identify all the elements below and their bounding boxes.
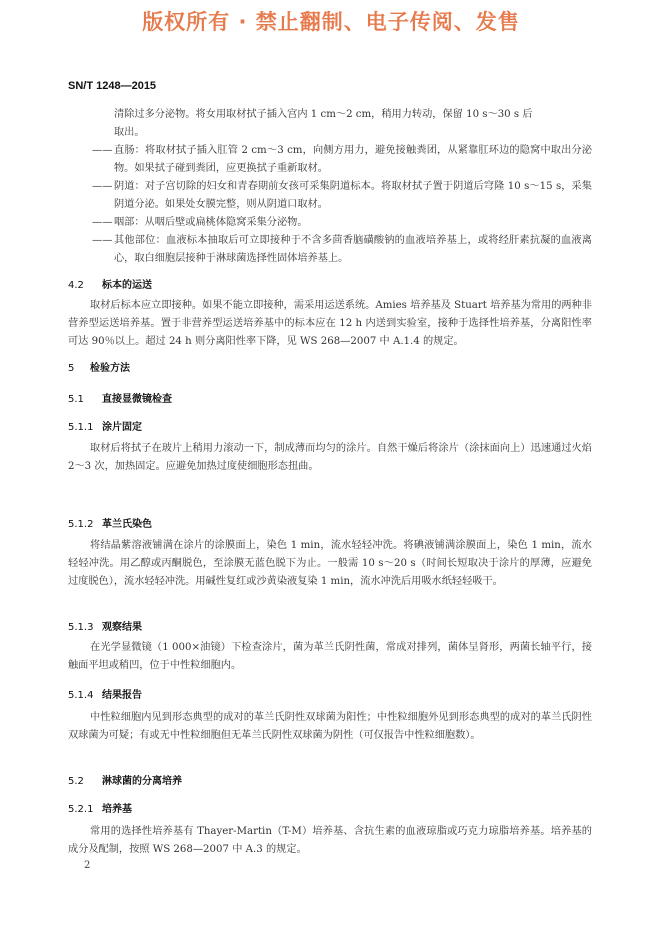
section-number: 5.1.4 <box>68 690 94 701</box>
page-number: 2 <box>84 860 91 871</box>
paragraph-5-1-4: 中性粒细胞内见到形态典型的成对的革兰氏阴性双球菌为阳性；中性粒细胞外见到形态典型的成对的革兰氏阴性双球菌为可疑；有或无中性粒细胞但无革兰氏阴性双球菌为阴性（可仅报告中性粒细胞数）。 <box>68 712 592 742</box>
dash-mark: —— <box>92 217 113 228</box>
section-heading-5-2 <box>68 772 182 787</box>
dash-mark: —— <box>92 181 113 192</box>
section-heading-5 <box>68 359 130 374</box>
paragraph-5-2-1: 常用的选择性培养基有 Thayer-Martin（T-M）培养基、含抗生素的血液琼脂或巧克力琼脂培养基。培养基的成分及配制，按照 WS 268—2007 中 A.3 的规定。 <box>68 826 592 856</box>
copyright-watermark: 版权所有 · 禁止翻制、电子传阅、发售 <box>142 10 520 34</box>
section-number: 5.2 <box>68 776 84 787</box>
list-item-vagina <box>92 178 592 214</box>
dash-mark: —— <box>92 235 113 246</box>
continuation-line-1: 清除过多分泌物。将女用取材拭子插入宫内 1 cm～2 cm，稍用力转动，保留 10 s～30 s 后 <box>114 109 533 120</box>
section-title: 结果报告 <box>102 690 142 701</box>
section-heading-5-1-1 <box>68 418 142 433</box>
standard-code-header: SN/T 1248—2015 <box>68 80 157 92</box>
list-item-text: 直肠：将取材拭子插入肛管 2 cm～3 cm，向侧方用力，避免接触粪团，从紧靠肛环边的隐窝中取出分泌物。如果拭子碰到粪团，应更换拭子重新取材。 <box>114 145 592 175</box>
paragraph-5-1-3: 在光学显微镜（1 000×油镜）下检查涂片，菌为革兰氏阴性菌，常成对排列，菌体呈肾形，两菌长轴平行，接触面平坦或稍凹，位于中性粒细胞内。 <box>68 642 592 672</box>
section-heading-5-1-2 <box>68 515 152 530</box>
section-title: 直接显微镜检查 <box>102 394 172 405</box>
paragraph-5-1-1: 取材后将拭子在玻片上稍用力滚动一下，制成薄而均匀的涂片。自然干燥后将涂片（涂抹面向上）迅速通过火焰 2～3 次，加热固定。应避免加热过度使细胞形态扭曲。 <box>68 443 592 473</box>
section-number: 5.1 <box>68 394 84 405</box>
section-title: 培养基 <box>102 804 132 815</box>
paragraph-4-2: 取材后标本应立即接种。如果不能立即接种，需采用运送系统。Amies 培养基及 Stuart 培养基为常用的两种非营养型运送培养基。置于非营养型运送培养基中的标本应在 12 h 内送到实验室，接种于选择性培养基，分离阳性率可达 90％以上。超过 24 h 则分离阳性率下降，见 WS 268—2007 中 A.1.4 的规定。 <box>68 300 592 348</box>
section-number: 5.2.1 <box>68 804 94 815</box>
list-item-text: 其他部位：血液标本抽取后可立即接种于不含多茴香脑磺酸钠的血液培养基上，或将经肝素抗凝的血液离心，取白细胞层接种于淋球菌选择性固体培养基上。 <box>114 235 592 265</box>
section-heading-4-2 <box>68 276 152 291</box>
section-number: 4.2 <box>68 280 84 291</box>
paragraph-5-1-2: 将结晶紫溶液铺满在涂片的涂膜面上，染色 1 min，流水轻轻冲洗。将碘液铺满涂膜面上，染色 1 min，流水轻轻冲洗。用乙醇或丙酮脱色，至涂膜无蓝色脱下为止。一般需 10 s～20 s（时间长短取决于涂片的厚薄，应避免过度脱色），流水轻轻冲洗。用碱性复红或沙黄染液复染 1 min，流水冲洗后用吸水纸轻轻吸干。 <box>68 540 592 588</box>
list-item-pharynx <box>92 214 592 232</box>
dash-mark: —— <box>92 145 113 156</box>
section-heading-5-2-1 <box>68 800 132 815</box>
section-heading-5-1-3 <box>68 618 142 633</box>
section-title: 标本的运送 <box>102 280 152 291</box>
section-title: 淋球菌的分离培养 <box>102 776 182 787</box>
section-number: 5.1.1 <box>68 422 94 433</box>
section-title: 检验方法 <box>90 363 130 374</box>
section-number: 5.1.2 <box>68 519 94 530</box>
list-item-text: 阴道：对子宫切除的妇女和青春期前女孩可采集阴道标本。将取材拭子置于阴道后穹隆 10 s～15 s，采集阴道分泌。如果处女膜完整，则从阴道口取材。 <box>114 181 592 211</box>
section-heading-5-1-4 <box>68 686 142 701</box>
section-number: 5.1.3 <box>68 622 94 633</box>
list-item-text: 咽部：从咽后壁或扁桃体隐窝采集分泌物。 <box>114 217 308 228</box>
list-item-other-sites <box>92 232 592 268</box>
section-title: 革兰氏染色 <box>102 519 152 530</box>
section-heading-5-1 <box>68 390 172 405</box>
section-title: 观察结果 <box>102 622 142 633</box>
continuation-line-2: 取出。 <box>114 127 145 138</box>
section-title: 涂片固定 <box>102 422 142 433</box>
section-number: 5 <box>68 363 75 374</box>
list-item-rectum <box>92 142 592 178</box>
